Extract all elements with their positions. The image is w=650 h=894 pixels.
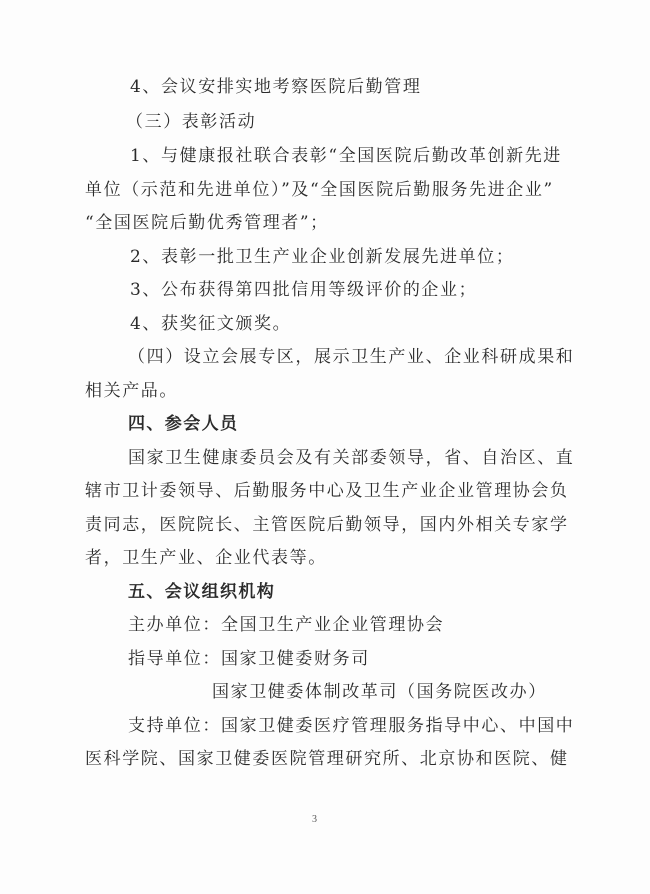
text-line: 者，卫生产业、企业代表等。 bbox=[85, 548, 327, 568]
text-line: 指导单位：国家卫健委财务司 bbox=[128, 649, 370, 669]
text-line: 主办单位：全国卫生产业企业管理协会 bbox=[128, 615, 445, 635]
text-line: 1、与健康报社联合表彰“全国医院后勤改革创新先进 bbox=[130, 146, 562, 166]
text-line: （四）设立会展专区，展示卫生产业、企业科研成果和 bbox=[128, 347, 575, 367]
section-heading: 四、参会人员 bbox=[128, 414, 239, 434]
text-line: 医科学院、国家卫健委医院管理研究所、北京协和医院、健 bbox=[85, 749, 569, 769]
text-line: 国家卫生健康委员会及有关部委领导，省、自治区、直 bbox=[128, 448, 575, 468]
text-line: 3、公布获得第四批信用等级评价的企业； bbox=[130, 280, 478, 300]
text-line: 责同志，医院院长、主管医院后勤领导，国内外相关专家学 bbox=[85, 515, 569, 535]
section-heading: 五、会议组织机构 bbox=[128, 582, 276, 602]
section-heading: （三）表彰活动 bbox=[126, 112, 257, 132]
text-line: 2、表彰一批卫生产业企业创新发展先进单位； bbox=[130, 247, 515, 267]
text-line: 4、会议安排实地考察医院后勤管理 bbox=[130, 77, 422, 97]
text-line: 支持单位：国家卫健委医疗管理服务指导中心、中国中 bbox=[128, 716, 575, 736]
text-line: 辖市卫计委领导、后勤服务中心及卫生产业企业管理协会负 bbox=[85, 481, 569, 501]
page-number: 3 bbox=[312, 814, 317, 825]
text-line: 国家卫健委体制改革司（国务院医改办） bbox=[212, 682, 547, 702]
text-line: “全国医院后勤优秀管理者”； bbox=[85, 213, 329, 233]
text-line: 单位（示范和先进单位）”及“全国医院后勤服务先进企业” bbox=[85, 180, 554, 200]
text-line: 4、获奖征文颁奖。 bbox=[130, 314, 292, 334]
text-line: 相关产品。 bbox=[85, 381, 178, 401]
